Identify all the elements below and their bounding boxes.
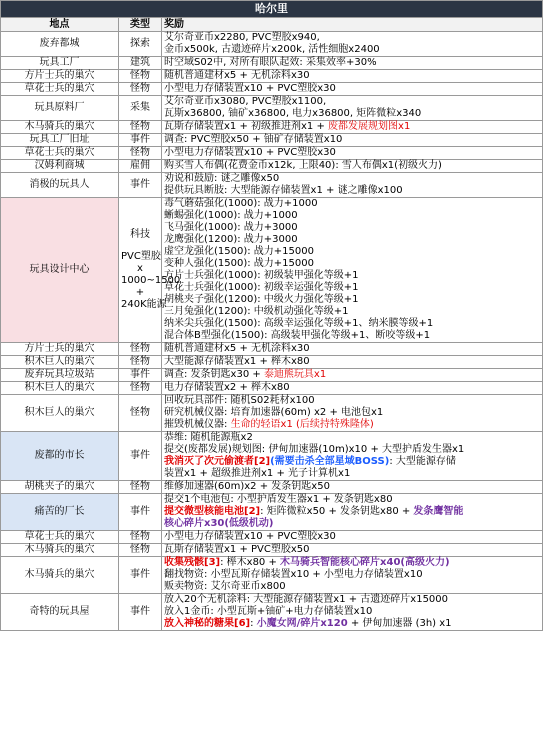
reward-line: 放入神秘的糖果[6]: 小魔女网/碎片x120 + 伊甸加速器 (3h) x1 <box>164 618 452 629</box>
reward-line: 毒气蘑菇强化(1000): 战力+1000 <box>164 198 318 209</box>
reward-line: 瓦斯存储装置x1 + PVC塑胶x50 <box>164 544 310 555</box>
reward-line: 电力存储装置x2 + 榉木x80 <box>164 382 290 393</box>
reward-cell <box>162 481 543 494</box>
reward-line: 放入1金币: 小型瓦斯+铀矿+电力存储装置x10 <box>164 606 373 617</box>
table-body <box>1 32 543 631</box>
reward-line: 瓦斯x36800, 铀矿x36800, 电力x36800, 矩阵微粒x340 <box>164 108 422 119</box>
table-row <box>1 382 543 395</box>
type-extra-line: + <box>135 287 145 298</box>
reward-cell <box>162 382 543 395</box>
table-row <box>1 432 543 481</box>
reward-cell <box>162 531 543 544</box>
table-row <box>1 134 543 147</box>
header-type: 类型 <box>119 18 162 32</box>
sheet-title: 哈尔里 <box>1 1 543 18</box>
type-cell: 探索 <box>119 32 162 57</box>
reward-line: 购买雪人布偶(花费金币x12k, 上限40): 雪人布偶x1(初级火力) <box>164 160 442 171</box>
reward-line: 小型电力存储装置x10 + PVC塑胶x30 <box>164 531 336 542</box>
type-extra-line: PVC塑胶 <box>121 251 161 262</box>
reward-cell <box>162 557 543 594</box>
location-cell: 废弃都城 <box>1 32 119 57</box>
location-cell: 胡桃夹子的巢穴 <box>1 481 119 494</box>
reward-cell <box>162 395 543 432</box>
reward-line: 随机普通建材x5 + 无机涂料x30 <box>164 343 310 354</box>
table-row <box>1 594 543 631</box>
table-row <box>1 557 543 594</box>
reward-line: 收集残骸[3]: 榉木x80 + 木马骑兵智能核心碎片x40(高级火力) <box>164 557 450 568</box>
reward-line: 翻找物资: 小型瓦斯存储装置x10 + 小型电力存储装置x10 <box>164 569 423 580</box>
reward-line: 大型能源存储装置x1 + 榉木x80 <box>164 356 310 367</box>
reward-line: 时空域S02中, 对所有眼队起效: 采集效率+30% <box>164 57 377 68</box>
reward-line: 提交1个电池包: 小型护盾发生器x1 + 发条钥匙x80 <box>164 494 393 505</box>
table-row <box>1 147 543 160</box>
reward-line: 研究机械仪器: 培育加速器(60m) x2 + 电池包x1 <box>164 407 384 418</box>
reward-cell <box>162 369 543 382</box>
type-cell: 怪物 <box>119 121 162 134</box>
type-cell: 事件 <box>119 494 162 531</box>
location-cell: 草花士兵的巢穴 <box>1 147 119 160</box>
reward-cell <box>162 160 543 173</box>
type-cell: 事件 <box>119 557 162 594</box>
type-cell: 雇佣 <box>119 160 162 173</box>
reward-line: 蜥蜴强化(1000): 战力+1000 <box>164 210 298 221</box>
reward-line: 提供玩具断肢: 大型能源存储装置x1 + 谜之雕像x100 <box>164 185 403 196</box>
type-cell: 怪物 <box>119 83 162 96</box>
location-cell: 玩具工厂 <box>1 57 119 70</box>
table-row <box>1 121 543 134</box>
table-row <box>1 160 543 173</box>
reward-line: 维修加速器(60m)x2 + 发条钥匙x50 <box>164 481 330 492</box>
type-cell: 怪物 <box>119 544 162 557</box>
location-cell: 消极的玩具人 <box>1 173 119 198</box>
reward-cell <box>162 70 543 83</box>
table-row <box>1 544 543 557</box>
location-cell: 奇特的玩具屋 <box>1 594 119 631</box>
reward-cell <box>162 594 543 631</box>
reward-line: 变种人强化(1500): 战力+15000 <box>164 258 314 269</box>
type-cell: 怪物 <box>119 395 162 432</box>
reward-line: 混合体B型强化(1500): 高级装甲强化等级+1、断咬等级+1 <box>164 330 431 341</box>
reward-cell <box>162 147 543 160</box>
reward-cell <box>162 432 543 481</box>
table-row <box>1 32 543 57</box>
table-row <box>1 369 543 382</box>
reward-cell <box>162 494 543 531</box>
reward-cell <box>162 121 543 134</box>
table-row <box>1 481 543 494</box>
table-row <box>1 395 543 432</box>
type-cell: 怪物 <box>119 147 162 160</box>
reward-line: 方片士兵强化(1000): 初级装甲强化等级+1 <box>164 270 359 281</box>
reward-line: 我消灭了次元偷渡者[2](需要击杀全部星域BOSS): 大型能源存储 <box>164 456 456 467</box>
reward-line: 三月兔强化(1200): 中级机动强化等级+1 <box>164 306 349 317</box>
type-cell: 怪物 <box>119 70 162 83</box>
table-row <box>1 57 543 70</box>
location-cell: 方片士兵的巢穴 <box>1 70 119 83</box>
reward-line: 贩卖物资: 艾尔奇亚币x800 <box>164 581 286 592</box>
type-cell: 建筑 <box>119 57 162 70</box>
location-cell: 积木巨人的巢穴 <box>1 395 119 432</box>
type-cell: 怪物 <box>119 343 162 356</box>
reward-cell <box>162 96 543 121</box>
reward-line: 调查: PVC塑胶x50 + 铀矿存储装置x10 <box>164 134 343 145</box>
table-row <box>1 70 543 83</box>
reward-cell <box>162 198 543 343</box>
reward-cell <box>162 57 543 70</box>
reward-line: 纳米尖兵强化(1500): 高级幸运强化等级+1、纳米膜等级+1 <box>164 318 434 329</box>
header-reward: 奖励 <box>162 18 543 32</box>
reward-line: 龙鹰强化(1200): 战力+3000 <box>164 234 298 245</box>
location-cell: 草花士兵的巢穴 <box>1 531 119 544</box>
type-cell: 怪物 <box>119 356 162 369</box>
type-cell: 事件 <box>119 432 162 481</box>
header-location: 地点 <box>1 18 119 32</box>
reward-line: 劝说和鼓励: 谜之雕像x50 <box>164 173 280 184</box>
type-cell: 事件 <box>119 369 162 382</box>
reward-line: 恭维: 随机能源瓶x2 <box>164 432 253 443</box>
reward-line: 装置x1 + 超级推进剂x1 + 光子计算机x1 <box>164 468 351 479</box>
location-cell: 废弃玩具垃圾站 <box>1 369 119 382</box>
type-cell: 采集 <box>119 96 162 121</box>
reward-cell <box>162 544 543 557</box>
table-row <box>1 173 543 198</box>
type-extra-line: 240K能源 <box>121 299 167 310</box>
reward-line: 核心碎片x30(低级机动) <box>164 518 274 529</box>
reward-line: 艾尔奇亚币x3080, PVC塑胶x1100, <box>164 96 327 107</box>
location-cell: 积木巨人的巢穴 <box>1 356 119 369</box>
location-cell: 汉姆利商城 <box>1 160 119 173</box>
table-row <box>1 96 543 121</box>
location-cell: 木马骑兵的巢穴 <box>1 121 119 134</box>
reward-line: 随机普通建材x5 + 无机涂料x30 <box>164 70 310 81</box>
table-row <box>1 83 543 96</box>
type-cell: 事件 <box>119 134 162 147</box>
reward-cell <box>162 343 543 356</box>
table-row <box>1 531 543 544</box>
location-cell: 玩具原料厂 <box>1 96 119 121</box>
reward-line: 草花士兵强化(1000): 初级幸运强化等级+1 <box>164 282 359 293</box>
reward-line: 胡桃夹子强化(1200): 中级火力强化等级+1 <box>164 294 359 305</box>
reward-line: 艾尔奇亚币x2280, PVC塑胶x940, <box>164 32 320 43</box>
reward-line: 虚空龙强化(1500): 战力+15000 <box>164 246 314 257</box>
location-cell: 玩具工厂旧址 <box>1 134 119 147</box>
reward-line: 调查: 发条钥匙x30 + 泰迪熊玩具x1 <box>164 369 327 380</box>
reward-line: 小型电力存储装置x10 + PVC塑胶x30 <box>164 147 336 158</box>
type-cell: 科技 PVC塑胶 x 1000~1500 + 240K能源 <box>119 198 162 343</box>
location-cell: 草花士兵的巢穴 <box>1 83 119 96</box>
reward-line: 瓦斯存储装置x1 + 初级推进剂x1 + 废都发展规划图x1 <box>164 121 411 132</box>
reward-line: 提交微型核能电池[2]: 矩阵微粒x50 + 发条钥匙x80 + 发条鹰智能 <box>164 506 464 517</box>
reward-line: 小型电力存储装置x10 + PVC塑胶x30 <box>164 83 336 94</box>
location-cell: 玩具设计中心 <box>1 198 119 343</box>
reward-cell <box>162 32 543 57</box>
reward-line: 回收玩具部件: 随机S02耗材x100 <box>164 395 315 406</box>
location-cell: 废都的市长 <box>1 432 119 481</box>
type-cell: 事件 <box>119 594 162 631</box>
reward-cell <box>162 173 543 198</box>
location-cell: 木马骑兵的巢穴 <box>1 544 119 557</box>
reward-cell <box>162 356 543 369</box>
type-extra-line: x <box>137 263 143 274</box>
reward-line: 金币x500k, 古遗迹碎片x200k, 活性细胞x2400 <box>164 44 380 55</box>
location-cell: 积木巨人的巢穴 <box>1 382 119 395</box>
location-cell: 方片士兵的巢穴 <box>1 343 119 356</box>
location-cell: 木马骑兵的巢穴 <box>1 557 119 594</box>
reward-cell <box>162 134 543 147</box>
type-cell: 怪物 <box>119 382 162 395</box>
reward-line: 提交(废都发展)规划图: 伊甸加速器(10m)x10 + 大型护盾发生器x1 <box>164 444 465 455</box>
reward-cell <box>162 83 543 96</box>
table-row <box>1 343 543 356</box>
type-cell: 怪物 <box>119 531 162 544</box>
reward-line: 放入20个无机涂料: 大型能源存储装置x1 + 古遗迹碎片x15000 <box>164 594 449 605</box>
reward-line: 摧毁机械仪器: 生命的轻语x1 (后续持特殊隆体) <box>164 419 374 430</box>
type-cell: 事件 <box>119 173 162 198</box>
reward-line: 飞马强化(1000): 战力+3000 <box>164 222 298 233</box>
type-extra-line: 1000~1500 <box>121 275 181 286</box>
table-row <box>1 356 543 369</box>
location-cell: 痛苦的厂长 <box>1 494 119 531</box>
table-row <box>1 198 543 343</box>
type-cell: 怪物 <box>119 481 162 494</box>
table-row <box>1 494 543 531</box>
